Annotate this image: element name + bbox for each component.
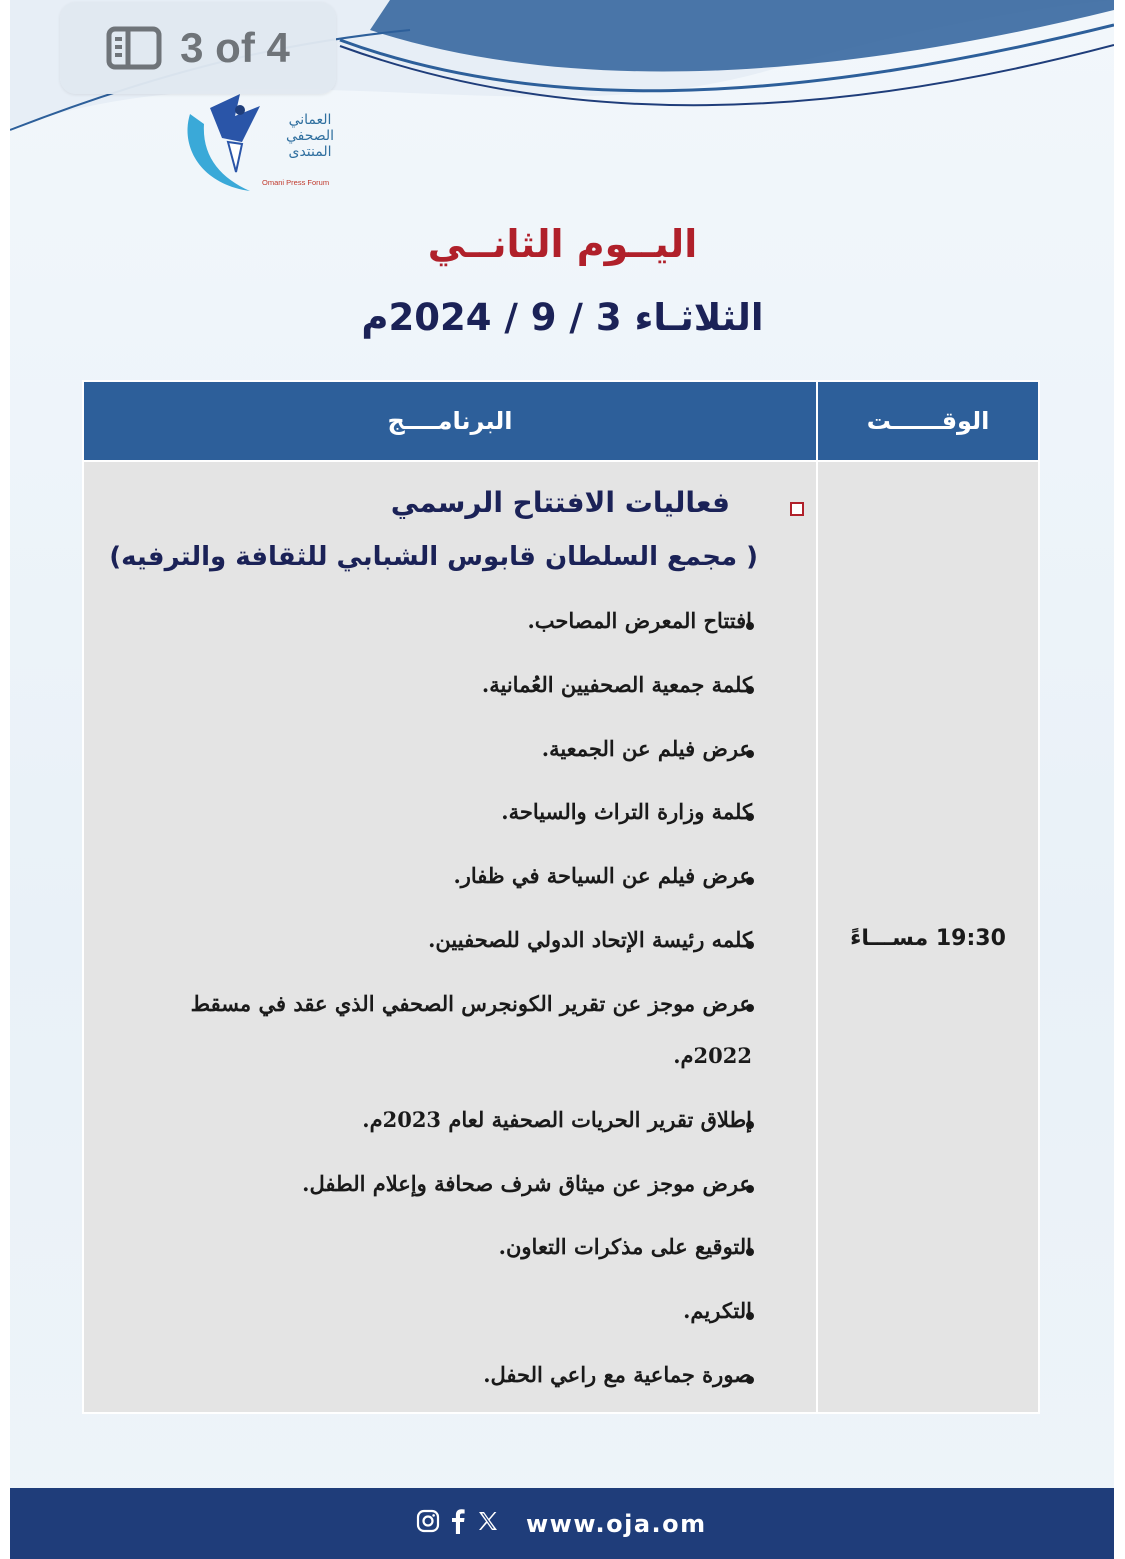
list-item: صورة جماعية مع راعي الحفل. <box>483 1362 752 1387</box>
list-item: افتتاح المعرض المصاحب. <box>527 608 752 633</box>
list-item: عرض موجز عن ميثاق شرف صحافة وإعلام الطفل. <box>302 1171 752 1196</box>
social-icons <box>416 1508 500 1534</box>
date-title: الثلاثـاء 3 / 9 / 2024م <box>361 296 764 339</box>
page-indicator[interactable] <box>60 2 336 94</box>
facebook-icon[interactable] <box>450 1508 466 1534</box>
list-item: إطلاق تقرير الحريات الصحفية لعام 2023م. <box>362 1107 752 1132</box>
logo-line-3: المنتدى <box>288 144 332 160</box>
header-divider <box>84 460 1038 462</box>
omani-press-forum-logo <box>180 86 350 194</box>
logo-line-1: العماني <box>288 112 332 128</box>
list-item: التوقيع على مذكرات التعاون. <box>498 1234 752 1259</box>
quill-logo-icon <box>180 86 275 194</box>
column-header-program: البرنامــــج <box>387 407 513 435</box>
list-item: عرض موجز عن تقرير الكونجرس الصحفي الذي عقد في مسقط 2022م. <box>190 991 752 1068</box>
section-subtitle: ( مجمع السلطان قابوس الشبابي للثقافة والترفيه) <box>109 542 758 572</box>
logo-english-text: Omani Press Forum <box>262 178 330 187</box>
column-header-time: الوقــــــت <box>866 407 990 435</box>
list-item: عرض فيلم عن السياحة في ظفار. <box>453 863 752 888</box>
page-count: 3 of 4 <box>180 24 290 71</box>
x-icon[interactable] <box>476 1509 500 1533</box>
time-cell: 19:30 مســـاءً <box>850 926 1006 951</box>
section-title: فعاليات الافتتاح الرسمي <box>390 486 730 519</box>
day-title: اليــوم الثانــي <box>427 222 698 266</box>
program-table <box>82 380 1040 1414</box>
list-item: كلمة وزارة التراث والسياحة. <box>501 799 752 824</box>
website-url[interactable]: www.oja.om <box>526 1510 707 1538</box>
instagram-icon[interactable] <box>416 1509 440 1533</box>
checkbox-bullet-icon <box>790 502 804 516</box>
footer-bar <box>10 1488 1114 1559</box>
list-item: كلمة جمعية الصحفيين العُمانية. <box>481 672 752 697</box>
sidebar-icon <box>106 26 162 70</box>
logo-line-2: الصحفي <box>285 128 335 144</box>
list-item: عرض فيلم عن الجمعية. <box>541 736 752 761</box>
column-divider <box>816 382 818 1412</box>
list-item: التكريم. <box>683 1298 752 1323</box>
list-item: كلمه رئيسة الإتحاد الدولي للصحفيين. <box>428 927 752 952</box>
